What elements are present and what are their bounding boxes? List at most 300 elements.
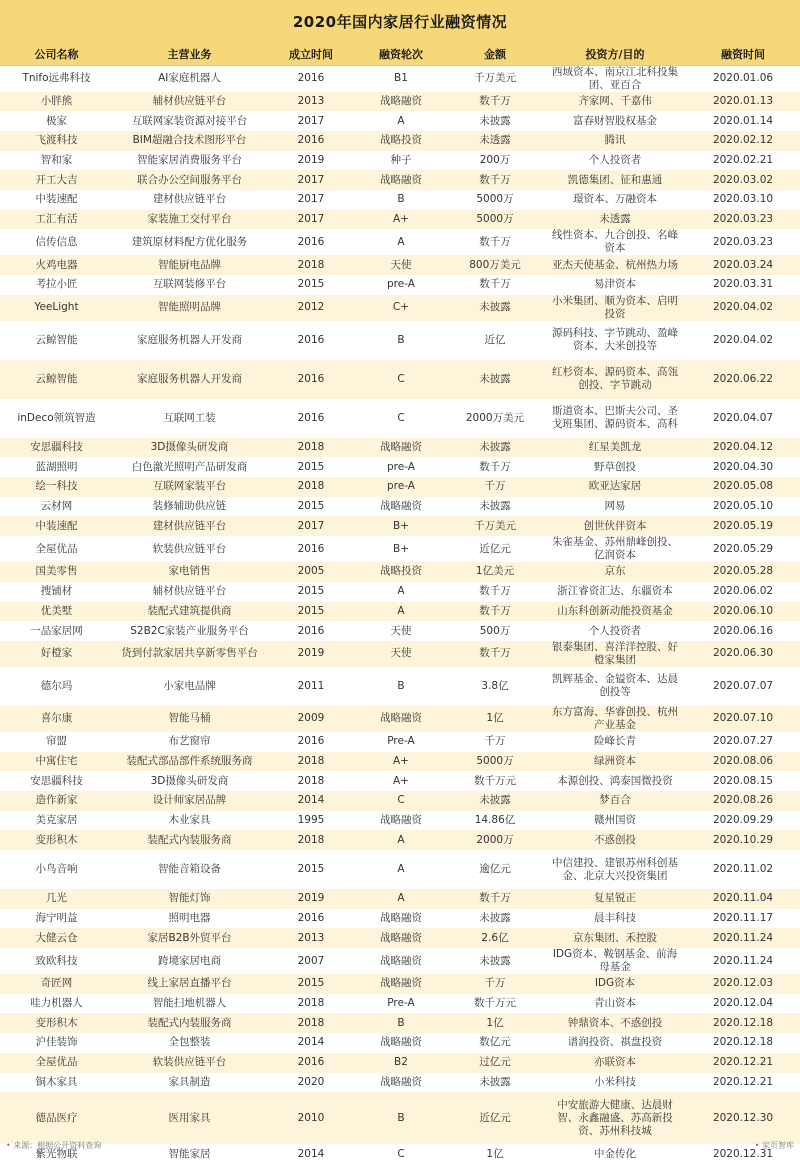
financing-table [0,43,800,1164]
founded-cell: 2009 [266,706,356,732]
company-cell: 工汇有活 [0,210,113,230]
col-header-investors: 投资方/目的 [544,43,686,65]
round-cell: 战略融资 [356,706,446,732]
source-note: • 来源：根据公开资料查询 [6,1141,102,1150]
table-row [0,928,800,948]
date-cell: 2020.06.30 [686,641,800,667]
date-cell: 2020.04.30 [686,457,800,477]
amount-cell: 1亿 [446,706,544,732]
business-cell: 装配式部品部件系统服务商 [113,752,266,772]
amount-cell: 未披露 [446,948,544,974]
investors-cell: 青山资本 [544,994,686,1014]
investors-cell: 个人投资者 [544,151,686,171]
date-cell: 2020.06.16 [686,621,800,641]
table-row [0,706,800,732]
col-header-date: 融资时间 [686,43,800,65]
investors-cell: 齐家网、千嘉伟 [544,92,686,112]
round-cell: A+ [356,210,446,230]
investors-cell: IDG资本 [544,974,686,994]
amount-cell: 2000万 [446,830,544,850]
investors-cell: 复星锐正 [544,889,686,909]
company-cell: 蓝湖照明 [0,457,113,477]
date-cell: 2020.06.02 [686,582,800,602]
company-cell: 紫光物联 [0,1144,113,1164]
date-cell: 2020.10.29 [686,830,800,850]
founded-cell: 2018 [266,752,356,772]
business-cell: 互联网工装 [113,399,266,438]
founded-cell: 2016 [266,399,356,438]
investors-cell: 银泰集团、喜洋洋控股、好橙家集团 [544,641,686,667]
date-cell: 2020.11.04 [686,889,800,909]
founded-cell: 2018 [266,255,356,275]
round-cell: 战略融资 [356,170,446,190]
company-cell: 变形积木 [0,1013,113,1033]
col-header-business: 主营业务 [113,43,266,65]
table-row [0,850,800,889]
founded-cell: 2012 [266,295,356,321]
table-row [0,477,800,497]
table-row [0,92,800,112]
amount-cell: 5000万 [446,190,544,210]
company-cell: 一品家居网 [0,621,113,641]
table-row [0,1073,800,1093]
investors-cell: 富春财智股权基金 [544,111,686,131]
business-cell: 智能音箱设备 [113,850,266,889]
business-cell: 装配式内装服务商 [113,830,266,850]
company-cell: 致欧科技 [0,948,113,974]
round-cell: 战略融资 [356,497,446,517]
date-cell: 2020.12.18 [686,1013,800,1033]
table-row [0,889,800,909]
business-cell: 智能灯饰 [113,889,266,909]
round-cell: B+ [356,516,446,536]
amount-cell: 数千万 [446,92,544,112]
business-cell: AI家庭机器人 [113,65,266,92]
founded-cell: 2018 [266,994,356,1014]
investors-cell: 东方富海、华睿创投、杭州产业基金 [544,706,686,732]
founded-cell: 2013 [266,92,356,112]
business-cell: 货到付款家居共享新零售平台 [113,641,266,667]
company-cell: 海宁明益 [0,909,113,929]
table-row [0,321,800,360]
founded-cell: 2013 [266,928,356,948]
page-title: 2020年国内家居行业融资情况 [292,13,508,31]
investors-cell: 赣州国资 [544,811,686,831]
date-cell: 2020.01.06 [686,65,800,92]
investors-cell: 谱润投资、祺盘投资 [544,1033,686,1053]
date-cell: 2020.05.28 [686,562,800,582]
founded-cell: 2015 [266,457,356,477]
table-row [0,255,800,275]
date-cell: 2020.01.14 [686,111,800,131]
amount-cell: 2.6亿 [446,928,544,948]
col-header-company: 公司名称 [0,43,113,65]
business-cell: 小家电品牌 [113,667,266,706]
col-header-amount: 金额 [446,43,544,65]
investors-cell: 欧亚达家居 [544,477,686,497]
company-cell: 飞渡科技 [0,131,113,151]
date-cell: 2020.05.29 [686,536,800,562]
round-cell: C+ [356,295,446,321]
amount-cell: 数千万元 [446,994,544,1014]
date-cell: 2020.11.17 [686,909,800,929]
investors-cell: 山东科创新动能投资基金 [544,602,686,622]
investors-cell: 凯德集团、征和惠通 [544,170,686,190]
brand-note: • 家页智库 [754,1141,794,1150]
founded-cell: 2015 [266,497,356,517]
company-cell: 喜尔康 [0,706,113,732]
table-row [0,151,800,171]
amount-cell: 未披露 [446,909,544,929]
business-cell: 家电销售 [113,562,266,582]
header-row [0,43,800,65]
company-cell: 几光 [0,889,113,909]
round-cell: B [356,321,446,360]
round-cell: A [356,830,446,850]
amount-cell: 数千万 [446,582,544,602]
business-cell: 联合办公空间服务平台 [113,170,266,190]
business-cell: 跨境家居电商 [113,948,266,974]
table-row [0,752,800,772]
amount-cell: 1亿美元 [446,562,544,582]
round-cell: B [356,190,446,210]
founded-cell: 2015 [266,602,356,622]
business-cell: 3D摄像头研发商 [113,438,266,458]
round-cell: 战略融资 [356,92,446,112]
company-cell: 云材网 [0,497,113,517]
round-cell: A+ [356,771,446,791]
amount-cell: 未披露 [446,438,544,458]
business-cell: 设计师家居品牌 [113,791,266,811]
date-cell: 2020.12.30 [686,1092,800,1144]
business-cell: 辅材供应链平台 [113,582,266,602]
round-cell: 战略融资 [356,909,446,929]
table-row [0,111,800,131]
table-row [0,771,800,791]
founded-cell: 2014 [266,791,356,811]
amount-cell: 数亿元 [446,1033,544,1053]
table-row [0,948,800,974]
business-cell: 家居B2B外贸平台 [113,928,266,948]
round-cell: C [356,1144,446,1164]
title-bar [0,0,800,43]
table-row [0,190,800,210]
investors-cell: 京东集团、禾控股 [544,928,686,948]
amount-cell: 近亿元 [446,536,544,562]
amount-cell: 数千万 [446,170,544,190]
company-cell: 信传信息 [0,229,113,255]
founded-cell: 2015 [266,850,356,889]
investors-cell: 线性资本、九合创投、名峰资本 [544,229,686,255]
date-cell: 2020.03.10 [686,190,800,210]
investors-cell: 中安旅游大健康、达晨财智、永鑫融盛、苏高新投资、苏州科技城 [544,1092,686,1144]
business-cell: 建材供应链平台 [113,190,266,210]
table-row [0,210,800,230]
date-cell: 2020.02.21 [686,151,800,171]
table-row [0,275,800,295]
investors-cell: 璟资本、万融资本 [544,190,686,210]
table-row [0,438,800,458]
founded-cell: 2017 [266,111,356,131]
table-row [0,1033,800,1053]
amount-cell: 过亿元 [446,1053,544,1073]
round-cell: 战略融资 [356,948,446,974]
business-cell: 家具制造 [113,1073,266,1093]
company-cell: 变形积木 [0,830,113,850]
table-row [0,170,800,190]
round-cell: B2 [356,1053,446,1073]
investors-cell: 本源创投、鸿泰国微投资 [544,771,686,791]
date-cell: 2020.02.12 [686,131,800,151]
date-cell: 2020.11.02 [686,850,800,889]
round-cell: 战略融资 [356,1073,446,1093]
investors-cell: 浙江睿资汇达、东疆资本 [544,582,686,602]
table-row [0,457,800,477]
business-cell: 装修辅助供应链 [113,497,266,517]
table-row [0,909,800,929]
round-cell: C [356,399,446,438]
business-cell: 装配式建筑提供商 [113,602,266,622]
amount-cell: 未披露 [446,111,544,131]
founded-cell: 2016 [266,732,356,752]
investors-cell: 中金传化 [544,1144,686,1164]
investors-cell: 钟鼎资本、不惑创投 [544,1013,686,1033]
founded-cell: 2016 [266,360,356,399]
investors-cell: 网易 [544,497,686,517]
round-cell: B [356,1092,446,1144]
col-header-round: 融资轮次 [356,43,446,65]
date-cell: 2020.05.19 [686,516,800,536]
date-cell: 2020.03.24 [686,255,800,275]
round-cell: A [356,889,446,909]
round-cell: B [356,1013,446,1033]
founded-cell: 2018 [266,830,356,850]
date-cell: 2020.06.22 [686,360,800,399]
amount-cell: 千万美元 [446,516,544,536]
company-cell: 云鲸智能 [0,360,113,399]
amount-cell: 近亿 [446,321,544,360]
date-cell: 2020.12.21 [686,1053,800,1073]
investors-cell: 京东 [544,562,686,582]
business-cell: 智能家居消费服务平台 [113,151,266,171]
company-cell: 小鸟音响 [0,850,113,889]
date-cell: 2020.04.02 [686,321,800,360]
round-cell: B+ [356,536,446,562]
business-cell: 智能马桶 [113,706,266,732]
business-cell: 白色激光照明产品研发商 [113,457,266,477]
round-cell: A [356,582,446,602]
founded-cell: 2015 [266,582,356,602]
date-cell: 2020.12.04 [686,994,800,1014]
investors-cell: 中信建投、建银苏州科创基金、北京大兴投资集团 [544,850,686,889]
investors-cell: 绿洲资本 [544,752,686,772]
company-cell: 全屋优品 [0,536,113,562]
company-cell: 考拉小匠 [0,275,113,295]
amount-cell: 未披露 [446,497,544,517]
date-cell: 2020.07.10 [686,706,800,732]
round-cell: C [356,360,446,399]
company-cell: 绘一科技 [0,477,113,497]
table-row [0,131,800,151]
company-cell: 中寓住宅 [0,752,113,772]
table-row [0,811,800,831]
founded-cell: 2005 [266,562,356,582]
founded-cell: 2017 [266,170,356,190]
business-cell: 照明电器 [113,909,266,929]
investors-cell: 险峰长青 [544,732,686,752]
founded-cell: 2018 [266,1013,356,1033]
date-cell: 2020.04.12 [686,438,800,458]
founded-cell: 2011 [266,667,356,706]
amount-cell: 5000万 [446,210,544,230]
amount-cell: 800万美元 [446,255,544,275]
date-cell: 2020.03.23 [686,229,800,255]
date-cell: 2020.03.31 [686,275,800,295]
date-cell: 2020.05.08 [686,477,800,497]
table-row [0,974,800,994]
business-cell: S2B2C家装产业服务平台 [113,621,266,641]
business-cell: BIM超融合技术图形平台 [113,131,266,151]
table-row [0,582,800,602]
table-row [0,667,800,706]
date-cell: 2020.12.03 [686,974,800,994]
company-cell: 造作新家 [0,791,113,811]
company-cell: 搜铺材 [0,582,113,602]
company-cell: YeeLight [0,295,113,321]
amount-cell: 千万 [446,732,544,752]
date-cell: 2020.11.24 [686,928,800,948]
company-cell: Tnifo远弗科技 [0,65,113,92]
business-cell: 智能厨电品牌 [113,255,266,275]
date-cell: 2020.11.24 [686,948,800,974]
amount-cell: 未披露 [446,791,544,811]
round-cell: A [356,850,446,889]
company-cell: 沪佳装饰 [0,1033,113,1053]
founded-cell: 2019 [266,889,356,909]
company-cell: 哇力机器人 [0,994,113,1014]
business-cell: 医用家具 [113,1092,266,1144]
company-cell: 国美零售 [0,562,113,582]
amount-cell: 3.8亿 [446,667,544,706]
amount-cell: 200万 [446,151,544,171]
round-cell: Pre-A [356,994,446,1014]
founded-cell: 2007 [266,948,356,974]
investors-cell: 西域资本、南京江北科投集团、亚百合 [544,65,686,92]
company-cell: 智和家 [0,151,113,171]
footer [0,1136,800,1153]
date-cell: 2020.12.21 [686,1073,800,1093]
table-row [0,602,800,622]
founded-cell: 2017 [266,516,356,536]
founded-cell: 2014 [266,1033,356,1053]
round-cell: Pre-A [356,732,446,752]
table-row [0,536,800,562]
date-cell: 2020.12.31 [686,1144,800,1164]
round-cell: pre-A [356,275,446,295]
business-cell: 家庭服务机器人开发商 [113,321,266,360]
round-cell: B [356,667,446,706]
amount-cell: 未披露 [446,360,544,399]
business-cell: 装配式内装服务商 [113,1013,266,1033]
company-cell: 中装速配 [0,516,113,536]
founded-cell: 2020 [266,1073,356,1093]
founded-cell: 2016 [266,536,356,562]
company-cell: 极家 [0,111,113,131]
date-cell: 2020.07.27 [686,732,800,752]
amount-cell: 2000万美元 [446,399,544,438]
date-cell: 2020.07.07 [686,667,800,706]
business-cell: 建材供应链平台 [113,516,266,536]
table-row [0,516,800,536]
date-cell: 2020.05.10 [686,497,800,517]
business-cell: 智能照明品牌 [113,295,266,321]
business-cell: 木业家具 [113,811,266,831]
company-cell: 火鸡电器 [0,255,113,275]
table-row [0,399,800,438]
investors-cell: 晨丰科技 [544,909,686,929]
amount-cell: 数千万 [446,275,544,295]
founded-cell: 2017 [266,190,356,210]
business-cell: 全包整装 [113,1033,266,1053]
amount-cell: 数千万 [446,602,544,622]
founded-cell: 2018 [266,477,356,497]
amount-cell: 未透露 [446,131,544,151]
investors-cell: 梦百合 [544,791,686,811]
company-cell: 中装速配 [0,190,113,210]
founded-cell: 2018 [266,438,356,458]
business-cell: 智能家居 [113,1144,266,1164]
table-row [0,830,800,850]
company-cell: 奇匠网 [0,974,113,994]
business-cell: 家庭服务机器人开发商 [113,360,266,399]
founded-cell: 2016 [266,909,356,929]
round-cell: 天使 [356,621,446,641]
amount-cell: 数千万元 [446,771,544,791]
amount-cell: 千万 [446,974,544,994]
investors-cell: 源码科技、字节跳动、盈峰资本、大米创投等 [544,321,686,360]
investors-cell: 亦联资本 [544,1053,686,1073]
table-row [0,1053,800,1073]
founded-cell: 1995 [266,811,356,831]
amount-cell: 1亿 [446,1013,544,1033]
founded-cell: 2015 [266,275,356,295]
investors-cell: 朱雀基金、苏州鼎峰创投、亿润资本 [544,536,686,562]
company-cell: 帘盟 [0,732,113,752]
date-cell: 2020.01.13 [686,92,800,112]
company-cell: 德尔玛 [0,667,113,706]
round-cell: A+ [356,752,446,772]
table-row [0,791,800,811]
company-cell: 安思疆科技 [0,771,113,791]
round-cell: A [356,602,446,622]
business-cell: 软装供应链平台 [113,536,266,562]
founded-cell: 2016 [266,65,356,92]
date-cell: 2020.03.02 [686,170,800,190]
round-cell: A [356,229,446,255]
founded-cell: 2016 [266,621,356,641]
investors-cell: 凯辉基金、金镒资本、达晨创投等 [544,667,686,706]
date-cell: 2020.04.02 [686,295,800,321]
table-row [0,621,800,641]
company-cell: 德品医疗 [0,1092,113,1144]
date-cell: 2020.08.06 [686,752,800,772]
investors-cell: 腾讯 [544,131,686,151]
round-cell: 战略融资 [356,1033,446,1053]
round-cell: 战略融资 [356,928,446,948]
round-cell: 战略融资 [356,974,446,994]
round-cell: 种子 [356,151,446,171]
investors-cell: 红杉资本、源码资本、高瓴创投、字节跳动 [544,360,686,399]
